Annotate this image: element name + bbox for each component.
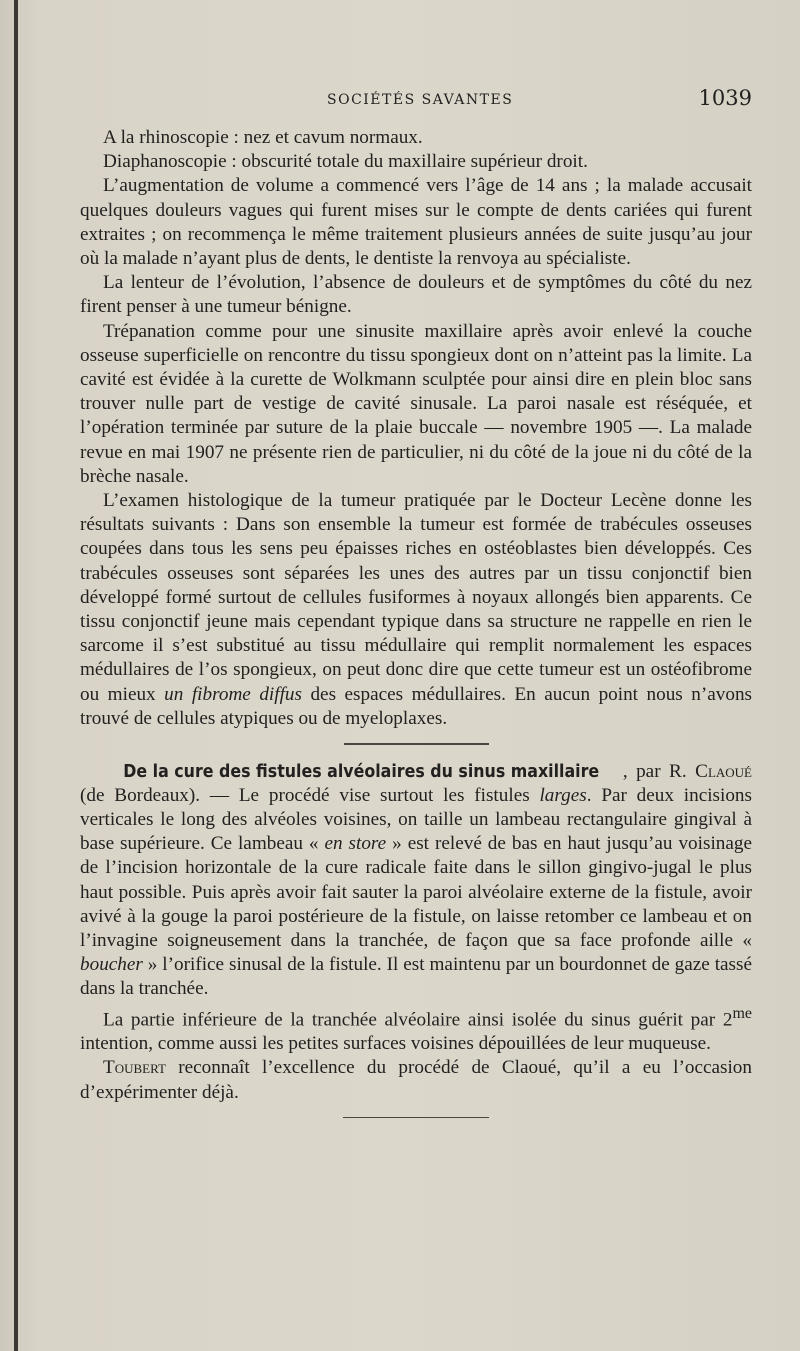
paragraph-partie-inferieure	[80, 1002, 752, 1057]
histology-text-end: des espaces médullaires. En aucun point nous n’avons trouvé de cellules atypiques ou de myeloplaxes.	[80, 683, 753, 729]
page-body	[80, 126, 752, 1118]
section-text-a: (de Bordeaux). — Le procédé vise surtout les fistules	[80, 784, 540, 806]
paragraph-diaphanoscopie: Diaphanoscopie : obscurité totale du maxillaire supérieur droit.	[103, 151, 588, 173]
end-divider	[343, 1117, 489, 1119]
running-head: SOCIÉTÉS SAVANTES	[327, 92, 514, 108]
section-italic-larges: larges	[539, 784, 587, 806]
paragraph-augmentation: L’augmentation de volume a commencé vers l’âge de 14 ans ; la malade accusait quelques douleurs vagues qui furent mises sur le compte de dents cariées qui furent extraites ; on recommença le même traitement plusieurs années de suite jusqu’au jour où la malade n’ayant plus de dents, le dentiste la renvoya au spécialiste.	[80, 175, 752, 270]
section-text-c: » est relevé de bas en haut jusqu’au voisinage de l’incision horizontale de la cure radicale faite dans le sillon gingivo-jugal le plus haut possible. Puis après avoir fait sauter la paroi alvéolaire externe de la fistule, avoir avivé à la gouge la paroi postérieure de la fistule, on laisse retomber ce lambeau et on l’invagine soigneusement dans la tranchée, de façon que sa face profonde aille «	[80, 833, 752, 951]
binding-edge	[14, 0, 18, 1351]
paragraph-lenteur: La lenteur de l’évolution, l’absence de douleurs et de symptômes du côté du nez firent penser à une tumeur bénigne.	[80, 272, 752, 318]
paragraph-examen-histologique	[80, 489, 752, 731]
section-divider	[344, 743, 489, 745]
section-italic-boucher: boucher	[80, 954, 143, 976]
section-text-b: . Par deux incisions verticales le long des alvéoles voisines, on taille un lambeau rectangulaire gingival à base supérieure. Ce lambeau «	[80, 784, 752, 855]
inferieure-text-start: La partie inférieure de la tranchée alvéolaire ainsi isolée du sinus guérit par 2	[103, 1009, 733, 1030]
section-paragraph-claoue	[80, 760, 752, 1002]
section-title: De la cure des fistules alvéolaires du sinus maxillaire	[123, 760, 600, 782]
inferieure-text-end: intention, comme aussi les petites surfaces voisines dépouillées de leur muqueuse.	[80, 1033, 711, 1055]
paragraph-toubert	[80, 1056, 752, 1104]
toubert-text: reconnaît l’excellence du procédé de Claoué, qu’il a eu l’occasion d’expérimenter déjà.	[80, 1057, 752, 1103]
histology-italic-term: un fibrome diffus	[164, 683, 302, 705]
histology-text-start: L’examen histologique de la tumeur pratiquée par le Docteur Lecène donne les résultats suivants : Dans son ensemble la tumeur est formée de trabécules osseuses coupées dans tous les sens peu épaisses riches en ostéoblastes bien développés. Ces trabécules osseuses sont séparées les unes des autres par un tissu conjonctif bien développé formé surtout de cellules fusiformes à noyaux allongés bien apparents. Ce tissu conjonctif jeune mais cependant typique dans sa structure ne rappelle en rien le sarcome il s’est substitué au tissu médullaire qui remplit normalement les espaces médullaires de l’os spongieux, on peut donc dire que cette tumeur est un ostéofibrome ou mieux	[80, 490, 752, 705]
page-header	[80, 88, 752, 118]
section-author: Claoué	[695, 760, 752, 782]
superscript-me: me	[732, 1004, 752, 1022]
paragraph-trepanation: Trépanation comme pour une sinusite maxillaire après avoir enlevé la couche osseuse superficielle on rencontre du tissu spongieux dont on n’atteint pas la limite. La cavité est évidée à la curette de Wolkmann sculptée pour ainsi dire en plein bloc sans trouver nulle part de vestige de cavité sinusale. La paroi nasale est réséquée, et l’opération terminée par suture de la plaie buccale — novembre 1905 —. La malade revue en mai 1907 ne présente rien de particulier, ni du côté de la joue ni du côté de la brèche nasale.	[80, 320, 752, 487]
page-number: 1039	[698, 86, 752, 110]
paragraph-rhinoscopie: A la rhinoscopie : nez et cavum normaux.	[103, 127, 423, 148]
section-byline: , par R.	[622, 760, 696, 782]
section-text-d: » l’orifice sinusal de la fistule. Il est maintenu par un bourdonnet de gaze tassé dans la tranchée.	[80, 954, 752, 1000]
section-italic-en-store: en store	[324, 833, 387, 855]
toubert-author: Toubert	[103, 1057, 166, 1079]
